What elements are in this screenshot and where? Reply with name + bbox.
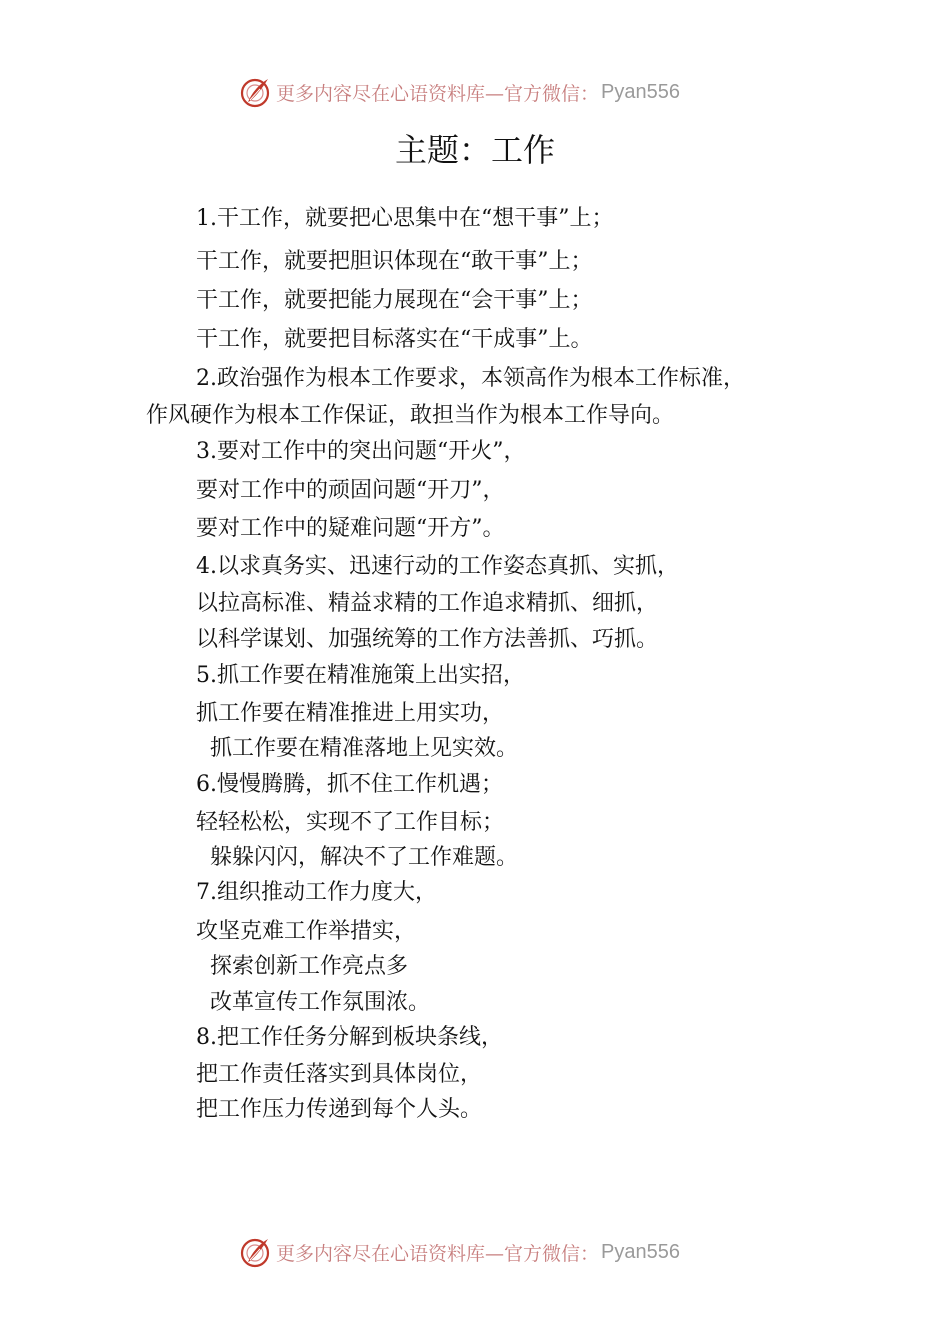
text-line: 改革宣传工作氛围浓。 (210, 990, 431, 1015)
text-line: 把工作责任落实到具体岗位， (196, 1062, 483, 1087)
text-line: 要对工作中的顽固问题“开刀”， (196, 478, 505, 503)
text-line: 3.要对工作中的突出问题“开火”， (196, 439, 526, 464)
watermark-footer (238, 1234, 680, 1270)
text-line: 攻坚克难工作举措实， (196, 919, 417, 944)
text-line: 4.以求真务实、迅速行动的工作姿态真抓、实抓， (196, 554, 679, 579)
text-line: 轻轻松松，实现不了工作目标； (196, 810, 505, 835)
text-line: 躲躲闪闪，解决不了工作难题。 (210, 845, 519, 870)
watermark-text: 更多内容尽在心语资料库—官方微信： (276, 82, 600, 105)
text-line: 干工作，就要把能力展现在“会干事”上； (196, 288, 593, 313)
text-line: 抓工作要在精准推进上用实功， (196, 701, 505, 726)
text-line: 1.干工作，就要把心思集中在“想干事”上； (196, 206, 614, 231)
text-line: 2.政治强作为根本工作要求，本领高作为根本工作标准， (196, 366, 745, 391)
text-line: 要对工作中的疑难问题“开方”。 (196, 516, 505, 541)
text-line: 把工作压力传递到每个人头。 (196, 1097, 483, 1122)
text-line: 探索创新工作亮点多 (210, 954, 409, 979)
text-line: 干工作，就要把目标落实在“干成事”上。 (196, 327, 593, 352)
text-line: 抓工作要在精准落地上见实效。 (210, 736, 519, 761)
text-line: 以拉高标准、精益求精的工作追求精抓、细抓， (196, 591, 659, 616)
text-line: 6.慢慢腾腾，抓不住工作机遇； (196, 772, 503, 797)
text-line: 干工作，就要把胆识体现在“敢干事”上； (196, 249, 593, 274)
watermark-text: 更多内容尽在心语资料库—官方微信： (276, 1242, 600, 1265)
quill-circle-icon (238, 75, 272, 109)
text-line: 以科学谋划、加强统筹的工作方法善抓、巧抓。 (196, 627, 659, 652)
watermark-wechat-id: Pyan556 (601, 80, 680, 103)
text-line: 8.把工作任务分解到板块条线， (196, 1025, 503, 1050)
text-line: 7.组织推动工作力度大， (196, 880, 437, 905)
watermark-header (238, 74, 680, 110)
quill-circle-icon (238, 1235, 272, 1269)
text-line: 5.抓工作要在精准施策上出实招， (196, 663, 525, 688)
page-title: 主题：工作 (394, 131, 555, 169)
text-line: 作风硬作为根本工作保证，敢担当作为根本工作导向。 (146, 403, 675, 428)
watermark-wechat-id: Pyan556 (601, 1240, 680, 1263)
